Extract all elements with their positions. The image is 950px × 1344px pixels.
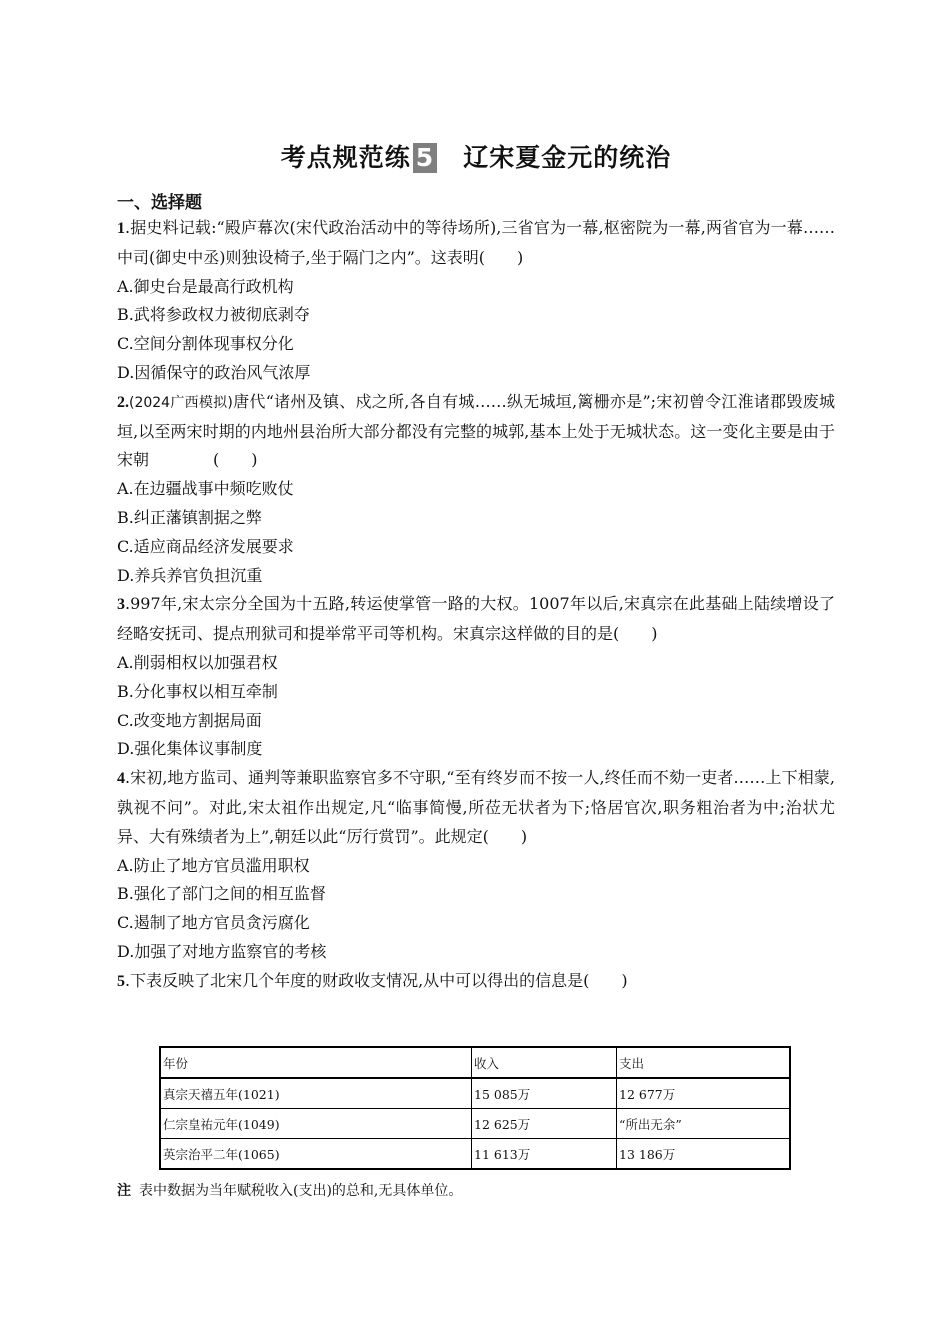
question-5-stem bbox=[117, 967, 835, 997]
question-4-stem bbox=[117, 764, 835, 851]
question-text: 唐代“诸州及镇、戍之所,各自有城……纵无城垣,篱栅亦是”;宋初曾令江淮诸郡毁废城垣,以至两宋时期的内地州县治所大部分都没有完整的城郭,基本上处于无城状态。这一变化主要是由于宋朝 ( ) bbox=[117, 391, 835, 470]
title-prefix: 考点规范练 bbox=[280, 143, 411, 172]
table-row bbox=[160, 1109, 790, 1139]
exercise-number-badge: 5 bbox=[413, 143, 437, 173]
option-d[interactable]: D.因循保守的政治风气浓厚 bbox=[117, 362, 311, 382]
note-text: 表中数据为当年赋税收入(支出)的总和,无具体单位。 bbox=[139, 1183, 463, 1199]
option-c[interactable]: C.改变地方割据局面 bbox=[117, 710, 262, 730]
option-d[interactable]: D.强化集体议事制度 bbox=[117, 739, 263, 759]
table-header-row bbox=[160, 1047, 790, 1078]
note-label: 注 bbox=[117, 1183, 131, 1199]
table-note bbox=[117, 1180, 462, 1200]
question-2-stem: 2.(2024广西模拟)唐代“诸州及镇、戍之所,各自有城……纵无城垣,篱栅亦是”;宋初曾令江淮诸郡毁废城垣,以至两宋时期的内地州县治所大部分都没有完整的城郭,基本上处于无城状态。这一变化主要是由于宋朝 ( ) bbox=[117, 391, 835, 470]
option-c[interactable]: C.遏制了地方官员贪污腐化 bbox=[117, 913, 310, 933]
question-number: 1 bbox=[117, 220, 125, 237]
question-number: 2 bbox=[117, 393, 125, 411]
header-cell-income: 收入 bbox=[472, 1047, 617, 1078]
section-heading: 一、选择题 bbox=[117, 193, 202, 213]
title-topic: 辽宋夏金元的统治 bbox=[463, 143, 672, 172]
cell-year: 英宗治平二年(1065) bbox=[160, 1139, 472, 1170]
option-a[interactable]: A.御史台是最高行政机构 bbox=[117, 276, 294, 296]
option-a[interactable]: A.削弱相权以加强君权 bbox=[117, 652, 278, 672]
option-a[interactable]: A.防止了地方官员滥用职权 bbox=[117, 855, 310, 875]
cell-income: 12 625万 bbox=[472, 1109, 617, 1139]
question-text: .宋初,地方监司、通判等兼职监察官多不守职,“至有终岁而不按一人,终任而不劾一吏者……上下相蒙,孰视不问”。对此,宋太祖作出规定,凡“临事简慢,所莅无状者为下;恪居官次,职务粗治者为中;治状尤异、大有殊绩者为上”,朝廷以此“厉行赏罚”。此规定( ) bbox=[117, 768, 835, 846]
cell-year: 仁宗皇祐元年(1049) bbox=[160, 1109, 472, 1139]
question-number: 3 bbox=[117, 596, 125, 614]
header-cell-expense: 支出 bbox=[617, 1047, 791, 1078]
question-number: 4 bbox=[117, 770, 125, 788]
page-title bbox=[117, 138, 835, 174]
table-row bbox=[160, 1139, 790, 1170]
question-text: .997年,宋太宗分全国为十五路,转运使掌管一路的大权。1007年以后,宋真宗在此基础上陆续增设了经略安抚司、提点刑狱司和提举常平司等机构。宋真宗这样做的目的是( ) bbox=[117, 594, 835, 644]
question-text: .据史料记载:“殿庐幕次(宋代政治活动中的等待场所),三省官为一幕,枢密院为一幕,两省官为一幕……中司(御史中丞)则独设椅子,坐于隔门之内”。这表明( ) bbox=[117, 218, 835, 267]
cell-expense: “所出无余” bbox=[617, 1109, 791, 1139]
table-row bbox=[160, 1078, 790, 1109]
cell-income: 15 085万 bbox=[472, 1078, 617, 1109]
option-b[interactable]: B.纠正藩镇割据之弊 bbox=[117, 507, 262, 527]
question-text: .下表反映了北宋几个年度的财政收支情况,从中可以得出的信息是( ) bbox=[125, 970, 628, 990]
question-source: (2024广西模拟) bbox=[129, 394, 233, 411]
cell-income: 11 613万 bbox=[472, 1139, 617, 1170]
question-list bbox=[117, 214, 835, 997]
cell-expense: 12 677万 bbox=[617, 1078, 791, 1109]
option-b[interactable]: B.武将参政权力被彻底剥夺 bbox=[117, 305, 310, 325]
option-b[interactable]: B.分化事权以相互牵制 bbox=[117, 681, 278, 701]
cell-expense: 13 186万 bbox=[617, 1139, 791, 1170]
option-a[interactable]: A.在边疆战事中频吃败仗 bbox=[117, 479, 294, 499]
option-c[interactable]: C.适应商品经济发展要求 bbox=[117, 536, 294, 556]
cell-year: 真宗天禧五年(1021) bbox=[160, 1078, 472, 1109]
header-cell-year: 年份 bbox=[160, 1047, 472, 1078]
option-d[interactable]: D.加强了对地方监察官的考核 bbox=[117, 941, 327, 961]
option-d[interactable]: D.养兵养官负担沉重 bbox=[117, 565, 263, 585]
question-1-stem bbox=[117, 214, 835, 273]
question-number: 5 bbox=[117, 972, 125, 990]
option-b[interactable]: B.强化了部门之间的相互监督 bbox=[117, 884, 326, 904]
finance-table bbox=[159, 1046, 791, 1170]
option-c[interactable]: C.空间分割体现事权分化 bbox=[117, 334, 294, 354]
question-3-stem bbox=[117, 590, 835, 649]
